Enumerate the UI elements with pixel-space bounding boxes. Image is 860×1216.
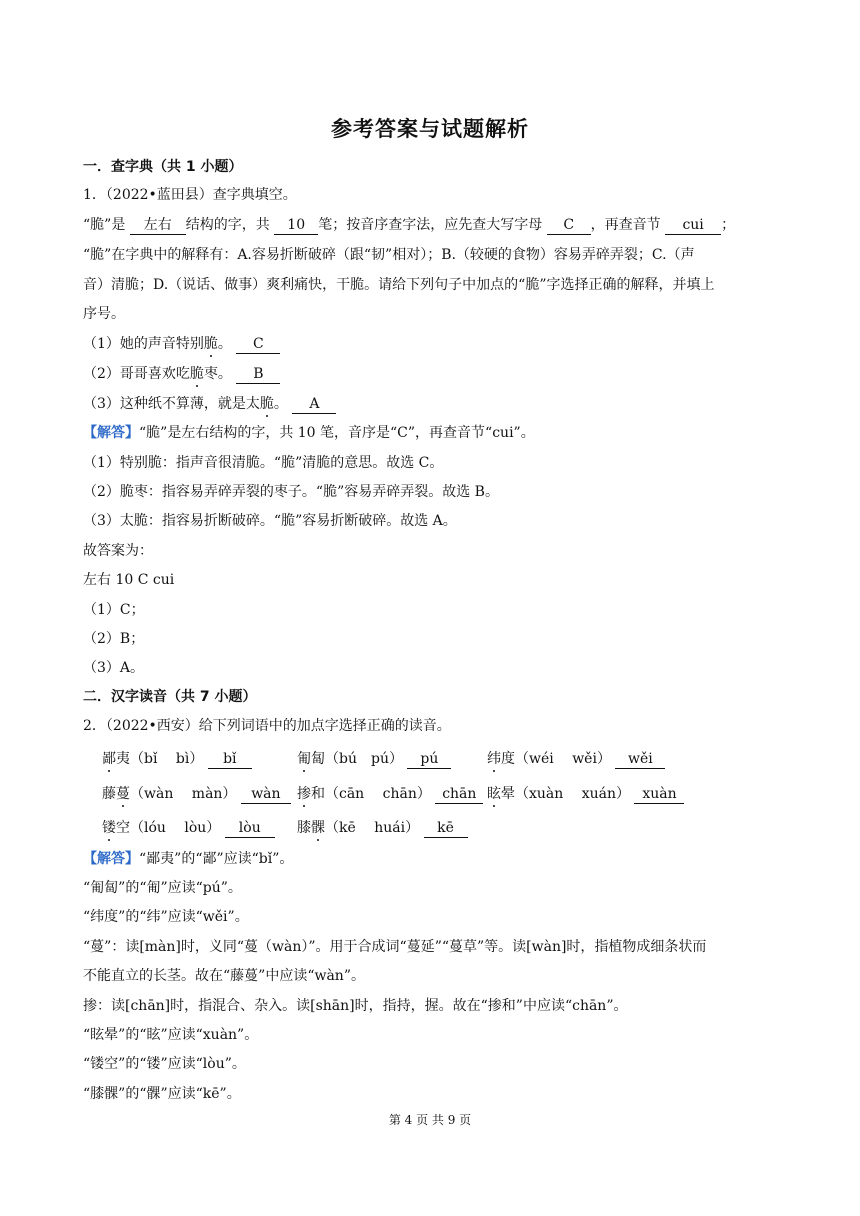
section-heading-1: 一．查字典（共 1 小题） xyxy=(83,159,243,175)
pinyin-item xyxy=(102,784,297,804)
answer-blank: lòu xyxy=(225,820,275,838)
text: ； xyxy=(721,217,736,233)
text: （2）哥哥喜欢吃 xyxy=(83,366,190,382)
text: （1）她的声音特别 xyxy=(83,336,204,352)
answer-tag: 【解答】 xyxy=(83,851,139,867)
explanation-line: “镂空”的“镂”应读“lòu”。 xyxy=(83,1056,246,1072)
text: 。 xyxy=(217,336,232,352)
text: 枣。 xyxy=(203,366,232,382)
answer-line: （2）B； xyxy=(83,631,145,647)
answer-line: （2）脆枣：指容易弄碎弄裂的枣子。“脆”容易弄碎弄裂。故选 B。 xyxy=(83,484,499,500)
text: （wàn màn） xyxy=(130,786,237,802)
question-1-line-2: “脆”在字典中的解释有：A.容易折断破碎（跟“韧”相对）；B.（较硬的食物）容易弄碎弄裂；C.（声 xyxy=(83,247,695,263)
text: 藤 xyxy=(102,786,116,802)
question-1-heading: 1．（2022•蓝田县）查字典填空。 xyxy=(83,187,297,203)
dotted-character: 脆 xyxy=(189,366,204,382)
question-1-line-1 xyxy=(83,215,735,235)
explanation-line: “纬度”的“纬”应读“wěi”。 xyxy=(83,909,249,925)
pinyin-item xyxy=(102,749,297,769)
answer-blank: A xyxy=(292,396,336,414)
answer-blank-letter: C xyxy=(547,217,591,235)
dotted-character: 匍 xyxy=(297,751,311,767)
dotted-character: 镂 xyxy=(102,820,116,836)
dotted-character: 脆 xyxy=(259,396,274,412)
pinyin-item xyxy=(297,749,487,769)
sub-question-3 xyxy=(83,394,336,414)
dotted-character: 眩 xyxy=(487,786,501,802)
text: 。 xyxy=(273,396,288,412)
text: 和（cān chān） xyxy=(311,786,431,802)
dotted-character: 髁 xyxy=(311,820,325,836)
explanation-line: “蔓”：读[màn]时，义同“蔓（wàn）”。用于合成词“蔓延”“蔓草”等。读[wàn]时，指植物成细条状而 xyxy=(83,939,707,955)
explanation-intro xyxy=(83,849,293,869)
answer-line: （1）特别脆：指声音很清脆。“脆”清脆的意思。故选 C。 xyxy=(83,455,444,471)
text: （kē huái） xyxy=(325,820,420,836)
pinyin-item xyxy=(487,784,684,804)
answer-line: 左右 10 C cui xyxy=(83,572,175,588)
pinyin-row-3 xyxy=(102,818,468,838)
pinyin-item xyxy=(297,818,468,838)
dotted-character: 鄙 xyxy=(102,751,116,767)
answer-blank: chān xyxy=(435,786,483,804)
text: 结构的字，共 xyxy=(185,217,275,233)
pinyin-item xyxy=(487,749,665,769)
text: “鄙夷”的“鄙”应读“bǐ”。 xyxy=(139,851,294,867)
answer-line: 故答案为： xyxy=(83,543,153,559)
text: “脆”是 xyxy=(83,217,130,233)
answer-blank: wěi xyxy=(615,751,665,769)
answer-blank-strokes: 10 xyxy=(274,217,318,235)
pinyin-item xyxy=(102,818,297,838)
sub-question-1 xyxy=(83,334,280,354)
dotted-character: 纬 xyxy=(487,751,501,767)
answer-intro xyxy=(83,423,535,443)
page-footer: 第 4 页 共 9 页 xyxy=(388,1113,472,1127)
answer-blank: pú xyxy=(407,751,451,769)
answer-blank: wàn xyxy=(241,786,291,804)
sub-question-2 xyxy=(83,364,280,384)
dotted-character: 蔓 xyxy=(116,786,130,802)
answer-blank-structure: 左右 xyxy=(130,217,186,235)
answer-line: （3）A。 xyxy=(83,660,145,676)
explanation-line: “眩晕”的“眩”应读“xuàn”。 xyxy=(83,1027,259,1043)
pinyin-item xyxy=(297,784,487,804)
answer-tag: 【解答】 xyxy=(83,425,139,441)
answer-line: （1）C； xyxy=(83,602,145,618)
text: 度（wéi wěi） xyxy=(501,751,611,767)
explanation-line: 掺：读[chān]时，指混合、杂入。读[shān]时，指持，握。故在“掺和”中应读“chān”。 xyxy=(83,998,628,1014)
text: （3）这种纸不算薄，就是太 xyxy=(83,396,260,412)
explanation-line: “膝髁”的“髁”应读“kē”。 xyxy=(83,1086,241,1102)
answer-blank: B xyxy=(236,366,280,384)
text: 笔；按音序查字法，应先查大写字母 xyxy=(318,217,547,233)
pinyin-row-2 xyxy=(102,784,684,804)
question-1-line-4: 序号。 xyxy=(83,306,125,322)
text: 膝 xyxy=(297,820,311,836)
answer-blank: kē xyxy=(424,820,468,838)
question-2-heading: 2．（2022•西安）给下列词语中的加点字选择正确的读音。 xyxy=(83,718,451,734)
question-1-line-3: 音）清脆；D.（说话、做事）爽利痛快，干脆。请给下列句子中加点的“脆”字选择正确的解释，并填上 xyxy=(83,277,715,293)
answer-blank-syllable: cui xyxy=(665,217,721,235)
dotted-character: 掺 xyxy=(297,786,311,802)
explanation-line: “匍匐”的“匍”应读“pú”。 xyxy=(83,880,242,896)
answer-blank: xuàn xyxy=(634,786,684,804)
answer-blank: C xyxy=(236,336,280,354)
answer-blank: bǐ xyxy=(208,751,252,769)
text: 夷（bǐ bì） xyxy=(116,751,204,767)
explanation-line: 不能直立的长茎。故在“藤蔓”中应读“wàn”。 xyxy=(83,968,365,984)
text: 匐（bú pú） xyxy=(311,751,403,767)
text: “脆”是左右结构的字，共 10 笔，音序是“C”，再查音节“cui”。 xyxy=(139,425,535,441)
page-title: 参考答案与试题解析 xyxy=(331,117,529,141)
text: 空（lóu lòu） xyxy=(116,820,221,836)
text: 晕（xuàn xuán） xyxy=(501,786,631,802)
dotted-character: 脆 xyxy=(203,336,218,352)
answer-line: （3）太脆：指容易折断破碎。“脆”容易折断破碎。故选 A。 xyxy=(83,513,457,529)
text: ，再查音节 xyxy=(590,217,666,233)
section-heading-2: 二．汉字读音（共 7 小题） xyxy=(83,689,257,705)
pinyin-row-1 xyxy=(102,749,665,769)
